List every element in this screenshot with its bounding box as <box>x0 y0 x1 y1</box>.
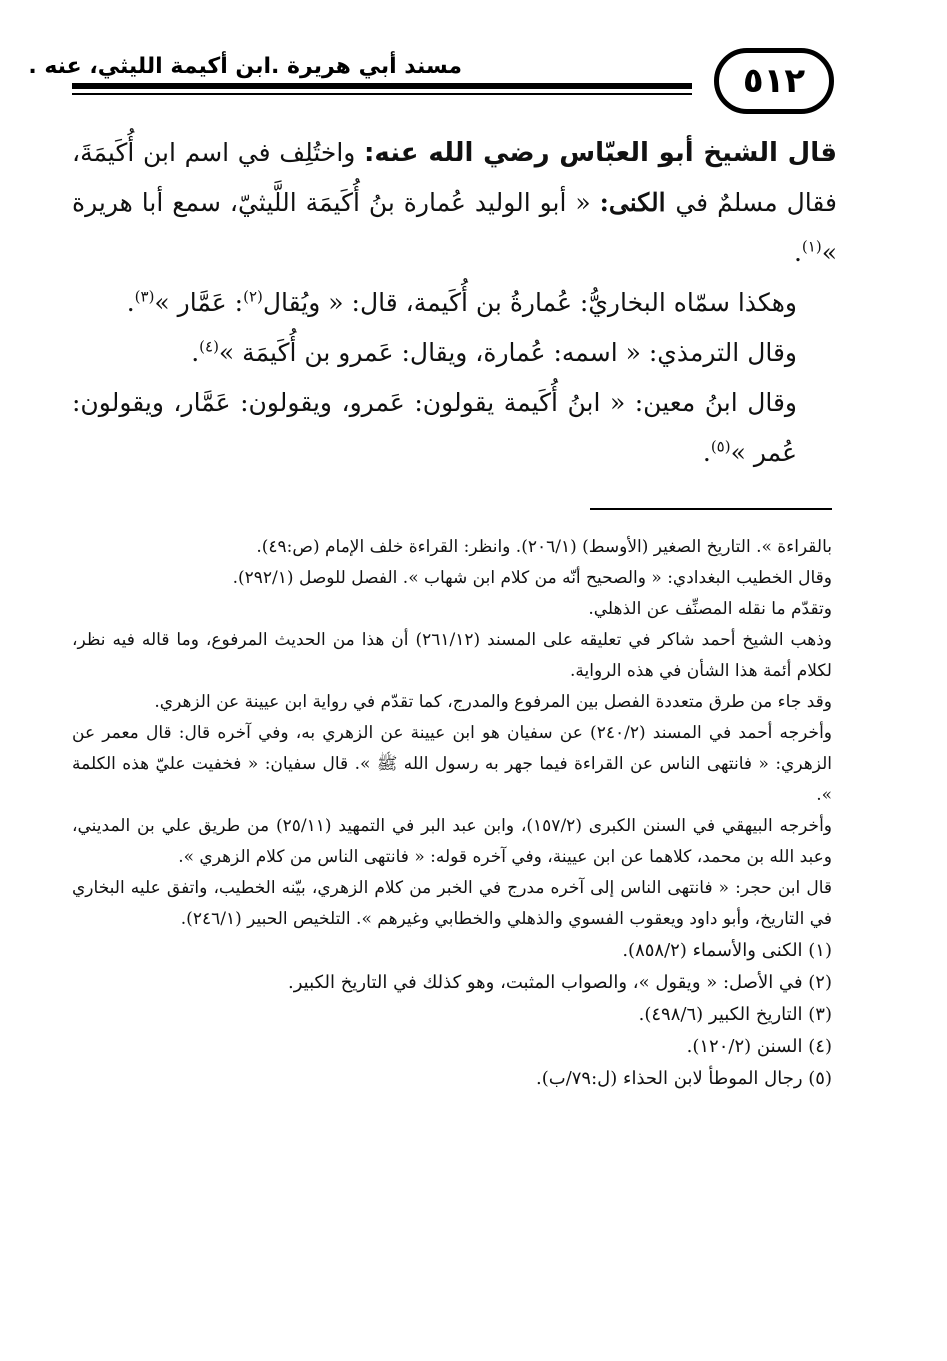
footnote-continuation: وتقدّم ما نقله المصنِّف عن الذهلي. <box>588 599 832 619</box>
header-rule-thin <box>72 93 692 95</box>
header-rule <box>72 83 692 89</box>
footnote-continuation: وأخرجه أحمد في المسند (٢٤٠/٢) عن سفيان هو ابن عيينة عن الزهري به، وفي آخره قال: قال معمر عن الزهري: « فانتهى الناس عن القراءة فيما جهر به رسول الله ﷺ ». قال سفيان: « فخفيت عليّ هذه الكلمة ». <box>72 723 832 805</box>
footnote-continuation: وذهب الشيخ أحمد شاكر في تعليقه على المسند (٢٦١/١٢) أن هذا من الحديث المرفوع، وما قاله فيه نظر، لكلام أئمة هذا الشأن في هذه الرواية. <box>72 630 832 681</box>
footnote-separator <box>590 508 832 510</box>
footnotes <box>72 532 832 1095</box>
footnote-ref: (٣) <box>134 287 155 306</box>
paragraph-lead: قال الشيخ أبو العبّاس رضي الله عنه: <box>364 138 837 168</box>
page-header <box>28 48 842 120</box>
paragraph-4: وقال ابنُ معين: « ابنُ أُكَيمة يقولون: عَمرو، ويقولون: عَمَّار، ويقولون: عُمر »$^{(٥)}$. <box>72 388 797 467</box>
footnote-1: (١) الكنى والأسماء (٨٥٨/٢). <box>622 940 832 961</box>
footnote-5: (٥) رجال الموطأ لابن الحذاء (ل:٧٩/ب). <box>536 1068 832 1089</box>
footnote-4: (٤) السنن (١٢٠/٢). <box>686 1036 832 1057</box>
main-text <box>72 128 837 478</box>
footnote-3: (٣) التاريخ الكبير (٤٩٨/٦). <box>638 1004 832 1025</box>
footnote-ref: (٥) <box>710 437 731 456</box>
paragraph-1: قال الشيخ أبو العبّاس رضي الله عنه: واختُلِف في اسم ابن أُكَيمَةَ، فقال مسلمٌ في الكنى: « أبو الوليد عُمارة بنُ أُكَيمَة اللَّيثيّ، سمع أبا هريرة »$^{(١)}$. <box>72 138 837 267</box>
footnote-ref: (٤) <box>199 337 219 356</box>
running-title: مسند أبي هريرة .ابن أكيمة الليثي، عنه . <box>28 54 462 79</box>
paragraph-3: وقال الترمذي: « اسمه: عُمارة، ويقال: عَمرو بن أُكَيمَة »$^{(٤)}$. <box>191 337 797 367</box>
footnote-continuation: وقال الخطيب البغدادي: « والصحيح أنّه من كلام ابن شهاب ». الفصل للوصل (٢٩٢/١). <box>232 568 832 588</box>
footnote-2: (٢) في الأصل: « ويقول »، والصواب المثبت، وهو كذلك في التاريخ الكبير. <box>288 972 832 993</box>
footnote-continuation: قال ابن حجر: « فانتهى الناس إلى آخره مدرج في الخبر من كلام الزهري، بيّنه الخطيب، واتفق عليه البخاري في التاريخ، وأبو داود ويعقوب الفسوي والذهلي والخطابي وغيرهم ». التلخيص الحبير (٢٤٦/١). <box>72 878 832 929</box>
footnote-ref: (١) <box>801 237 822 256</box>
footnote-ref: (٢) <box>243 287 263 306</box>
footnote-continuation: وأخرجه البيهقي في السنن الكبرى (١٥٧/٢)، وابن عبد البر في التمهيد (٢٥/١١) من طريق علي بن المديني، وعبد الله بن محمد، كلاهما عن ابن عيينة، وفي آخره قوله: « فانتهى الناس من كلام الزهري ». <box>72 816 833 867</box>
footnote-continuation: بالقراءة ». التاريخ الصغير (الأوسط) (٢٠٦/١). وانظر: القراءة خلف الإمام (ص:٤٩). <box>256 537 832 557</box>
page-number: ٥١٢ <box>714 48 834 114</box>
paragraph-2: وهكذا سمّاه البخاريُّ: عُمارةُ بن أُكَيمة، قال: « ويُقال$^{(٢)}$: عَمَّار »$^{(٣)}$. <box>126 287 797 317</box>
footnote-continuation: وقد جاء من طرق متعددة الفصل بين المرفوع والمدرج، كما تقدّم في رواية ابن عيينة عن الزهري. <box>154 692 832 712</box>
